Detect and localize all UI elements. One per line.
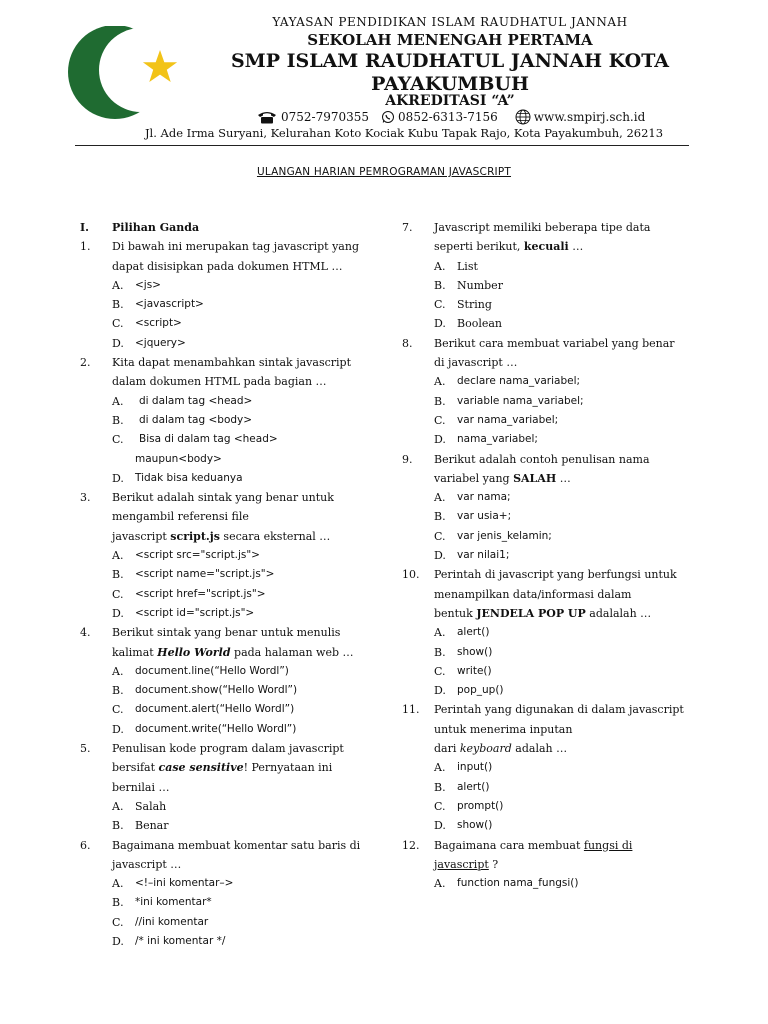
option-a: [402, 758, 702, 777]
text-run: kalimat: [112, 645, 158, 659]
text-run: pada halaman web …: [230, 645, 354, 659]
question-line: [434, 836, 702, 855]
question-text: [112, 739, 380, 797]
option-letter: A.: [112, 664, 124, 678]
option-d: [80, 604, 380, 623]
option-text: show(): [457, 645, 493, 658]
option-letter: A.: [434, 761, 446, 775]
option-text: //ini komentar: [135, 915, 209, 928]
website-group: [512, 109, 645, 125]
question-number: 12.: [402, 838, 420, 852]
option-d: [402, 430, 702, 449]
option-letter: B.: [434, 394, 446, 408]
option-letter: C.: [112, 703, 124, 717]
option-text: String: [457, 298, 492, 312]
question-line: [112, 758, 380, 777]
section-roman: I.: [80, 221, 89, 234]
telephone-icon: [256, 111, 278, 124]
option-c: [80, 700, 380, 719]
option-letter: A.: [434, 259, 446, 273]
whatsapp-number: 0852-6313-7156: [398, 110, 498, 124]
option-letter: D.: [112, 934, 124, 948]
option-a: [402, 257, 702, 276]
question-4: [80, 623, 380, 662]
option-text: <javascript>: [135, 298, 204, 311]
option-letter: B.: [112, 298, 124, 312]
option-text: di dalam tag <head>: [139, 394, 253, 407]
option-letter: B.: [434, 645, 446, 659]
option-a: [402, 372, 702, 391]
option-letter: A.: [434, 491, 446, 505]
option-letter: A.: [434, 375, 446, 389]
globe-icon: [515, 109, 531, 125]
option-b: [80, 411, 380, 430]
option-b: [402, 392, 702, 411]
question-text: [112, 353, 380, 392]
option-text: <script href="script.js">: [135, 587, 266, 600]
text-run: bentuk: [434, 606, 477, 620]
question-line: javascript …: [112, 857, 182, 871]
question-8: [402, 334, 702, 373]
question-number: 4.: [80, 626, 91, 640]
option-a: [402, 623, 702, 642]
option-text: List: [457, 259, 478, 273]
option-letter: B.: [112, 684, 124, 698]
text-run: seperti berikut,: [434, 240, 524, 254]
question-5: [80, 739, 380, 797]
question-line: dalam dokumen HTML pada bagian …: [112, 375, 327, 389]
question-12: [402, 836, 702, 875]
question-text: [434, 334, 702, 373]
option-letter: D.: [434, 317, 446, 331]
option-text: Number: [457, 278, 503, 292]
underlined-phrase: javascript: [434, 857, 489, 871]
question-line: bernilai …: [112, 780, 170, 794]
option-c: [80, 430, 380, 449]
option-d: [80, 932, 380, 951]
option-c: [402, 527, 702, 546]
option-text: /* ini komentar */: [135, 934, 226, 947]
question-text: [434, 450, 702, 489]
option-a: [80, 662, 380, 681]
option-letter: A.: [112, 799, 124, 813]
phone-number: 0752-7970355: [281, 110, 370, 124]
option-d: [80, 720, 380, 739]
foundation-name: YAYASAN PENDIDIKAN ISLAM RAUDHATUL JANNAH: [272, 15, 628, 29]
question-number: 1.: [80, 240, 91, 254]
text-run: ! Pernyataan ini: [243, 761, 333, 775]
option-a: [80, 546, 380, 565]
question-line: Perintah di javascript yang berfungsi untuk: [434, 568, 677, 582]
option-b: [402, 778, 702, 797]
option-b: [80, 681, 380, 700]
option-text: document.write(“Hello Wordl”): [135, 722, 297, 735]
option-text: input(): [457, 761, 493, 774]
question-line: Bagaimana membuat komentar satu baris di: [112, 838, 361, 852]
option-letter: A.: [434, 626, 446, 640]
option-letter: B.: [434, 780, 446, 794]
header-divider: [75, 145, 689, 146]
emphasis-filename: script.js: [170, 529, 220, 543]
question-number: 2.: [80, 356, 91, 370]
question-7: [402, 218, 702, 257]
question-line: Berikut adalah sintak yang benar untuk: [112, 491, 334, 505]
question-text: [112, 623, 380, 662]
right-column: [402, 218, 702, 893]
option-text: Benar: [135, 819, 169, 833]
question-number: 5.: [80, 742, 91, 756]
text-run: …: [568, 240, 584, 254]
option-text: var nilai1;: [457, 549, 510, 562]
option-text: document.alert(“Hello Wordl”): [135, 703, 295, 716]
question-line: Kita dapat menambahkan sintak javascript: [112, 356, 352, 370]
question-number: 8.: [402, 336, 413, 350]
option-c: [80, 585, 380, 604]
option-letter: D.: [434, 433, 446, 447]
school-level: SEKOLAH MENENGAH PERTAMA: [307, 31, 593, 49]
website[interactable]: www.smpirj.sch.id: [533, 110, 646, 124]
option-text: <js>: [135, 278, 161, 291]
option-a: [402, 874, 702, 893]
question-line: menampilkan data/informasi dalam: [434, 587, 632, 601]
option-text: document.line(“Hello Wordl”): [135, 664, 289, 677]
school-address: Jl. Ade Irma Suryani, Kelurahan Koto Kociak Kubu Tapak Rajo, Kota Payakumbuh, 26213: [144, 126, 664, 140]
option-letter: A.: [434, 877, 446, 891]
option-letter: B.: [434, 278, 446, 292]
option-a: [80, 392, 380, 411]
option-b: [402, 507, 702, 526]
option-text: <script id="script.js">: [135, 606, 255, 619]
contact-line: [253, 109, 645, 125]
emphasis-word: SALAH: [513, 471, 557, 485]
question-11: [402, 700, 702, 758]
option-b: [402, 276, 702, 295]
option-letter: D.: [434, 819, 446, 833]
option-letter: C.: [112, 317, 124, 331]
question-line: [434, 739, 702, 758]
option-d: [402, 816, 702, 835]
question-6: [80, 836, 380, 875]
text-run: bersifat: [112, 761, 159, 775]
option-letter: D.: [112, 471, 124, 485]
text-run: adalah …: [511, 742, 568, 756]
option-text: <script name="script.js">: [135, 568, 275, 581]
text-run: javascript: [112, 529, 171, 543]
option-text: Boolean: [457, 317, 502, 331]
option-letter: C.: [112, 587, 124, 601]
question-number: 11.: [402, 703, 420, 717]
emphasis-phrase: JENDELA POP UP: [476, 606, 586, 620]
section-heading: [80, 218, 380, 237]
option-c: [80, 913, 380, 932]
option-text: show(): [457, 819, 493, 832]
option-text: declare nama_variabel;: [457, 375, 581, 388]
option-text: alert(): [457, 626, 490, 639]
question-number: 7.: [402, 221, 413, 234]
school-logo-crescent-star-icon: [66, 26, 186, 122]
question-text: [112, 237, 380, 276]
option-letter: C.: [434, 298, 446, 312]
question-line: Berikut adalah contoh penulisan nama: [434, 452, 650, 466]
option-text: var nama;: [457, 491, 511, 504]
option-a: [402, 488, 702, 507]
option-letter: C.: [434, 799, 446, 813]
question-text: [434, 565, 702, 623]
text-run: secara eksternal …: [219, 529, 331, 543]
option-letter: B.: [112, 896, 124, 910]
option-b: [402, 643, 702, 662]
option-letter-spacer: [112, 450, 135, 469]
question-text: [434, 836, 702, 875]
text-run: …: [556, 471, 571, 485]
option-text: document.show(“Hello Wordl”): [135, 684, 298, 697]
option-letter: D.: [112, 722, 124, 736]
option-letter: B.: [434, 510, 446, 524]
question-line: [112, 527, 380, 546]
school-name-line1: SMP ISLAM RAUDHATUL JANNAH KOTA: [230, 50, 670, 72]
question-number: 6.: [80, 838, 91, 852]
question-line: [434, 469, 702, 488]
question-line: [434, 237, 702, 256]
option-letter: C.: [112, 433, 124, 447]
question-line: [112, 643, 380, 662]
option-letter: B.: [112, 413, 124, 427]
accreditation: AKREDITASI “A”: [385, 93, 515, 109]
option-c: [80, 314, 380, 333]
question-text: [112, 488, 380, 546]
left-column: [80, 218, 380, 951]
question-line: Perintah yang digunakan di dalam javascript: [434, 703, 684, 717]
question-line: Berikut cara membuat variabel yang benar: [434, 336, 675, 350]
option-letter: A.: [112, 278, 124, 292]
question-3: [80, 488, 380, 546]
option-text: nama_variabel;: [457, 433, 538, 446]
question-line: untuk menerima inputan: [434, 722, 573, 736]
option-text: Bisa di dalam tag <head>: [139, 433, 278, 446]
text-run: variabel yang: [434, 471, 514, 485]
option-d: [402, 314, 702, 333]
question-1: [80, 237, 380, 276]
option-d: [402, 681, 702, 700]
option-c: [402, 295, 702, 314]
question-line: [434, 855, 702, 874]
option-text: Salah: [135, 799, 167, 813]
option-letter: D.: [112, 606, 124, 620]
option-b: [80, 816, 380, 835]
option-text: maupun<body>: [135, 452, 222, 465]
option-text: <script>: [135, 317, 182, 330]
option-d: [402, 546, 702, 565]
text-run: Bagaimana cara membuat: [434, 838, 584, 852]
option-c: [402, 411, 702, 430]
option-letter: C.: [112, 915, 124, 929]
option-b: [80, 893, 380, 912]
option-text: var usia+;: [457, 510, 512, 523]
school-name-line2: PAYAKUMBUH: [371, 73, 529, 95]
option-b: [80, 295, 380, 314]
question-line: di javascript …: [434, 356, 518, 370]
option-text: <script src="script.js">: [135, 549, 260, 562]
option-letter: C.: [434, 664, 446, 678]
option-text: var jenis_kelamin;: [457, 529, 552, 542]
question-number: 10.: [402, 568, 420, 582]
question-2: [80, 353, 380, 392]
option-b: [80, 565, 380, 584]
option-c: [402, 662, 702, 681]
question-line: Penulisan kode program dalam javascript: [112, 742, 344, 756]
question-10: [402, 565, 702, 623]
question-line: [434, 604, 702, 623]
option-c-continued: [80, 450, 380, 469]
option-letter: A.: [112, 394, 124, 408]
option-text: prompt(): [457, 799, 504, 812]
option-text: Tidak bisa keduanya: [135, 471, 243, 484]
option-letter: B.: [112, 568, 124, 582]
question-line: Berikut sintak yang benar untuk menulis: [112, 626, 341, 640]
option-letter: A.: [112, 549, 124, 563]
section-title: Pilihan Ganda: [112, 221, 200, 234]
question-text: [434, 218, 702, 257]
option-text: variable nama_variabel;: [457, 394, 584, 407]
option-text: <jquery>: [135, 336, 186, 349]
emphasis-word: keyboard: [459, 742, 512, 756]
question-text: [434, 700, 702, 758]
exam-title: ULANGAN HARIAN PEMROGRAMAN JAVASCRIPT: [256, 166, 512, 178]
option-text: function nama_fungsi(): [457, 877, 579, 890]
option-letter: C.: [434, 529, 446, 543]
option-text: write(): [457, 664, 492, 677]
option-a: [80, 276, 380, 295]
option-text: <!–ini komentar–>: [135, 877, 234, 890]
option-letter: D.: [434, 684, 446, 698]
text-run: dari: [434, 742, 460, 756]
question-text: [112, 836, 380, 875]
option-d: [80, 334, 380, 353]
emphasis-phrase: Hello World: [157, 645, 231, 659]
option-text: pop_up(): [457, 684, 504, 697]
question-line: dapat disisipkan pada dokumen HTML …: [112, 259, 343, 273]
option-letter: D.: [112, 336, 124, 350]
whatsapp-icon: [381, 110, 395, 124]
option-text: *ini komentar*: [135, 896, 212, 909]
option-text: alert(): [457, 780, 490, 793]
emphasis-word: kecuali: [523, 240, 569, 254]
option-letter: B.: [112, 819, 124, 833]
option-letter: D.: [434, 549, 446, 563]
option-c: [402, 797, 702, 816]
question-line: Javascript memiliki beberapa tipe data: [434, 221, 651, 234]
question-9: [402, 450, 702, 489]
question-number: 9.: [402, 452, 413, 466]
option-text: di dalam tag <body>: [139, 413, 253, 426]
option-letter: C.: [434, 413, 446, 427]
option-a: [80, 797, 380, 816]
question-line: Di bawah ini merupakan tag javascript yang: [112, 240, 359, 254]
text-run: ?: [488, 857, 499, 871]
underlined-phrase: fungsi di: [583, 838, 633, 852]
option-text: var nama_variabel;: [457, 413, 559, 426]
question-line: mengambil referensi file: [112, 510, 249, 524]
option-letter: A.: [112, 877, 124, 891]
text-run: adalalah …: [585, 606, 652, 620]
emphasis-phrase: case sensitive: [158, 761, 244, 775]
option-a: [80, 874, 380, 893]
question-number: 3.: [80, 491, 91, 505]
option-d: [80, 469, 380, 488]
